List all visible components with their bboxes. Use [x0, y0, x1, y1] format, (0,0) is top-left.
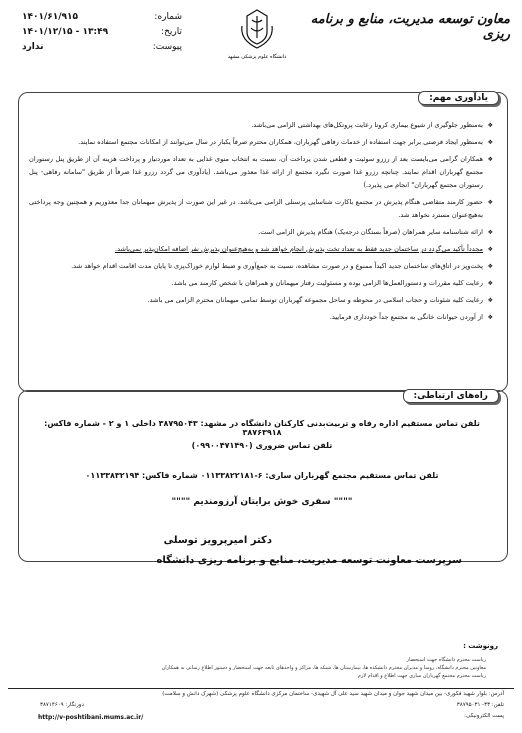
list-item: ❖ به‌منظور ایجاد فرصتی برابر جهت استفاده از خدمات رفاهی گهرباران، همکاران محترم صرفاً یکبار در سال می‌توانند از امکانات مجتمع استفاده نمایند. — [29, 136, 493, 149]
notes-list — [29, 119, 493, 328]
notes-panel — [18, 92, 508, 392]
list-item: ❖ همکاران گرامی می‌بایست بعد از رزرو سوئیت و قطعی شدن پرداخت آن، نسبت به انتخاب منوی غذایی به تعداد موردنیاز و پرداخت هزینه آن از طریق پنل رستوران مجتمع گهرباران اقدام نمایند. چنانچه رزرو غذا صورت نگیرد مجتمع از ارائه غذا معذور می‌باشد. (یادآوری می گردد رزرو غذا صرفاً از طریق "سامانه رفاهی- پنل رستوران مجتمع گهرباران" انجام می پذیرد.) — [29, 153, 493, 192]
date-label: تاریخ: — [161, 27, 182, 37]
list-item: ❖ ارائه شناسنامه سایر همراهان (صرفاً بستگان درجه‌یک) هنگام پذیرش الزامی است. — [29, 226, 493, 239]
list-item: ❖ حضور کارمند متقاضی هنگام پذیرش در مجتمع باکارت شناسایی پرسنلی الزامی می‌باشد. در غیر این صورت از پذیرش میهمانان جدا معذوریم و همچنین وجه پرداختی به‌هیچ‌عنوان مسترد نخواهد شد. — [29, 196, 493, 222]
university-logo — [222, 6, 292, 62]
signer-name: دکتر امیرپرویز توسلی — [163, 535, 272, 546]
footer-divider — [8, 688, 514, 689]
list-item: ❖ مجدداً تأکید می‌گردد در ساختمان جدید فقط به تعداد تخت پذیرش انجام خواهد شد و به‌هیچ‌عنوان پذیرش نفر اضافه امکان‌پذیر نمی‌باشد. — [29, 243, 493, 256]
logo-caption: دانشگاه علوم پزشکی مشهد — [227, 54, 287, 60]
attachment-value: ندارد — [22, 42, 44, 52]
footer-phone: تلفن: ۳۳- ۳۸۷۹۵۰۳۱ — [456, 702, 504, 708]
cc-line: ریاست محترم دانشگاه جهت استحضار — [406, 657, 486, 663]
cc-line: ریاست محترم مجتمع گهرباران ساری جهت اطلاع و اقدام لازم — [357, 673, 486, 679]
list-item: ❖ به‌منظور جلوگیری از شیوع بیماری کرونا رعایت پروتکل‌های بهداشتی الزامی می‌باشد. — [29, 119, 493, 132]
footer-email-label: پست الکترونیکی: — [464, 713, 504, 719]
organization-title: معاون توسعه مدیریت، منابع و برنامه ریزی — [310, 12, 510, 42]
contacts-title: راه‌های ارتباطی: — [403, 389, 499, 403]
footer-website-link[interactable]: http://v-poshtibani.mums.ac.ir/ — [38, 714, 144, 721]
list-item: ❖ رعایت کلیه مقررات و دستورالعمل‌ها الزامی بوده و مسئولیت رفتار میهمانان و همراهان با شخص کارمند می باشد. — [29, 277, 493, 290]
contact-emergency-phone: تلفن تماس ضروری (۰۹۹۰۰۴۷۱۴۹۰) — [191, 441, 333, 450]
number-value: ۱۴۰۱/۶۱/۹۱۵ — [22, 12, 79, 22]
cc-line: معاونین محترم دانشگاه، روسا و مدیران محترم دانشکده ها، بیمارستان ها، شبکه ها، مراکز و واحدهای تابعه جهت استحضار و دستور اطلاع رسانی به همکاران — [161, 665, 486, 671]
footer-address: آدرس: بلوار شهید فکوری- بین میدان شهید جوان و میدان شهید سید علی آل شهیدی- ساختمان مرکزی دانشگاه علوم پزشکی (شهرک دانش و سلامت) — [162, 691, 504, 697]
contact-complex-phone: تلفن تماس مستقیم مجتمع گهرباران ساری: ۶-۰۱۱۳۳۸۲۲۱۸۱ شماره فاکس: ۰۱۱۳۳۸۳۲۱۹۴ — [85, 471, 439, 480]
signer-role: سرپرست معاونت توسعه مدیریت، منابع و برنامه ریزی دانشگاه — [156, 555, 462, 566]
list-item: ❖ رعایت کلیه شئونات و حجاب اسلامی در محوطه و ساحل مجموعه گهرباران توسط تمامی میهمانان محترم الزامی می باشد. — [29, 294, 493, 307]
number-label: شماره: — [154, 12, 182, 22]
footer-fax: دورنگار: ۳۸۷۱۴۶۰۹ — [40, 702, 84, 708]
cc-label: رونوشت : — [463, 642, 498, 650]
attachment-label: پیوست: — [152, 42, 182, 52]
list-item: ❖ از آوردن حیوانات خانگی به مجتمع جداً خودداری فرمایید. — [29, 311, 493, 324]
contact-office-phone: تلفن تماس مستقیم اداره رفاه و تربیت‌بدنی کارکنان دانشگاه در مشهد: ۳۸۷۹۵۰۴۳ داخلی ۱ و ۲ - شماره فاکس: ۳۸۷۶۳۹۱۸ — [44, 419, 480, 437]
date-value: ۱۴۰۱/۱۲/۱۵ - ۱۳:۴۹ — [22, 27, 109, 37]
letter-metadata — [22, 10, 182, 55]
list-item: ❖ پخت‌وپز در اتاق‌های ساختمان جدید اکیداً ممنوع و در صورت مشاهده، نسبت به جمع‌آوری و ضبط لوازم خوراک‌پزی تا پایان مدت اقامت اقدام خواهد شد. — [29, 260, 493, 273]
notes-title: یادآوری مهم: — [418, 91, 499, 105]
farewell-message: """" سفری خوش برایتان آرزومندیم """" — [171, 497, 353, 507]
